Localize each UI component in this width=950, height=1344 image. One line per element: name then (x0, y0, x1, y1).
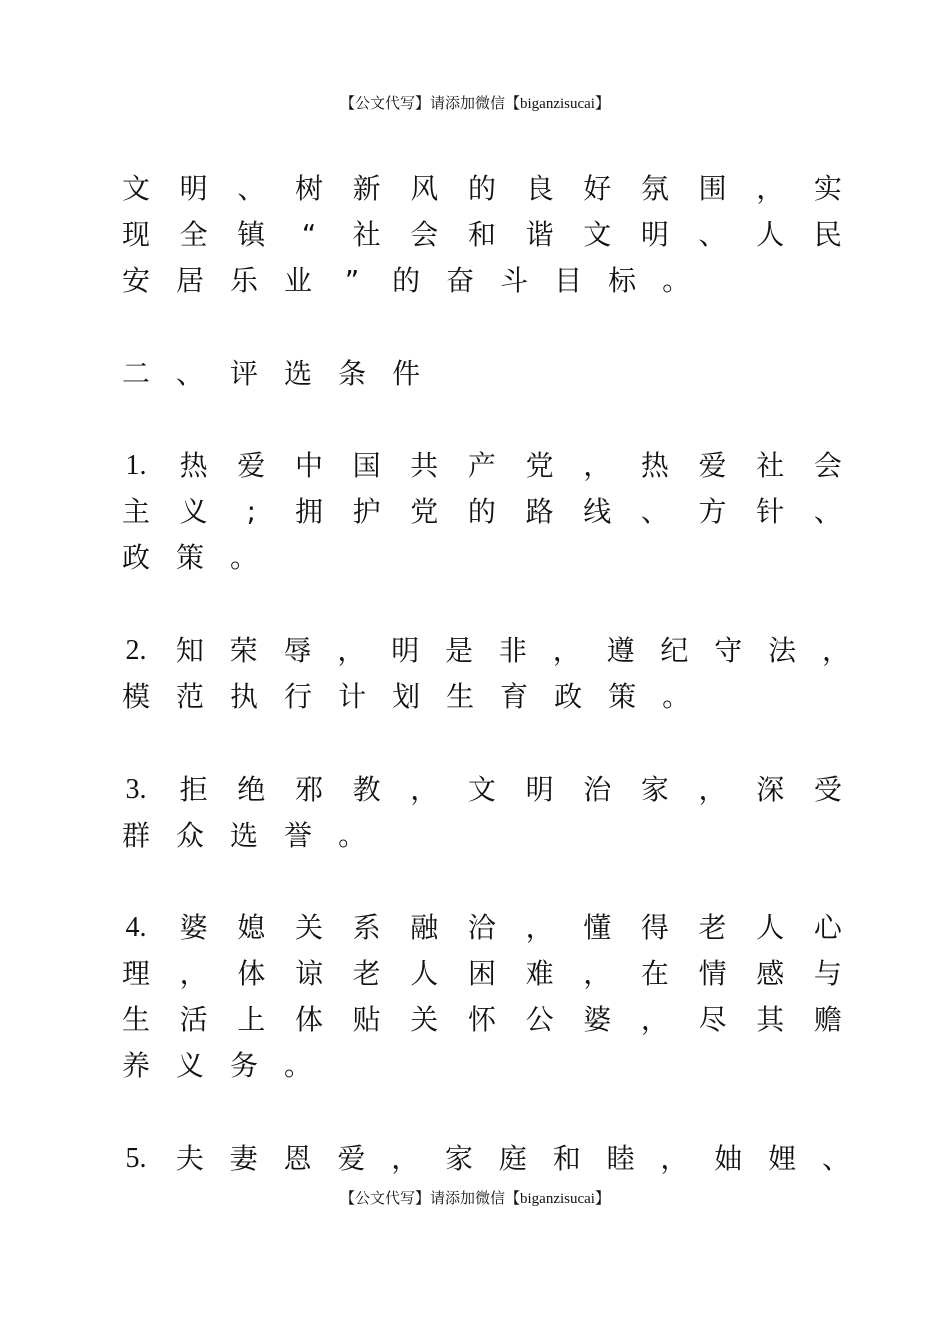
text-line (122, 535, 842, 581)
text-char: 评 (230, 357, 259, 390)
text-char: 的 (467, 495, 496, 528)
text-char: 产 (467, 449, 496, 482)
text-char: 养 (122, 1049, 151, 1082)
text-char: 行 (284, 680, 313, 713)
text-char: 爱 (337, 1142, 366, 1175)
text-char: 民 (813, 218, 842, 251)
paragraph-intro (122, 166, 842, 304)
text-char: 明 (525, 773, 554, 806)
text-char: 守 (714, 634, 743, 667)
text-line (122, 628, 850, 674)
text-char: 娌 (768, 1142, 797, 1175)
text-char: 斗 (500, 264, 529, 297)
text-char: ; (246, 495, 257, 528)
text-char: 恩 (283, 1142, 312, 1175)
text-char: 文 (583, 218, 612, 251)
text-char: 邪 (294, 773, 323, 806)
text-char: ， (337, 634, 366, 667)
text-char: 社 (352, 218, 381, 251)
text-line (122, 489, 842, 535)
text-char: 围 (698, 172, 727, 205)
text-char: ， (391, 1142, 420, 1175)
text-char: 明 (179, 172, 208, 205)
text-char: ， (583, 449, 612, 482)
text-char: 拥 (294, 495, 323, 528)
text-char: ， (821, 634, 850, 667)
text-char: 纪 (660, 634, 689, 667)
text-char: 媳 (237, 911, 266, 944)
text-char: 睦 (606, 1142, 635, 1175)
text-char: 育 (500, 680, 529, 713)
text-char: 奋 (446, 264, 475, 297)
text-char: 模 (122, 680, 151, 713)
text-char: 融 (410, 911, 439, 944)
text-char: 明 (391, 634, 420, 667)
text-char: ， (698, 773, 727, 806)
text-line (122, 813, 842, 859)
text-char: 其 (756, 1003, 785, 1036)
text-char: ， (410, 773, 439, 806)
text-char: 和 (467, 218, 496, 251)
text-char: 社 (756, 449, 785, 482)
text-line (122, 212, 842, 258)
text-line (122, 166, 842, 212)
text-char: 教 (352, 773, 381, 806)
text-char: 妯 (714, 1142, 743, 1175)
text-char: 是 (445, 634, 474, 667)
text-char: 众 (176, 819, 205, 852)
text-char: 、 (821, 1142, 850, 1175)
criterion-4 (122, 905, 842, 1089)
text-char: 安 (122, 264, 151, 297)
text-char: 执 (230, 680, 259, 713)
text-char: 计 (338, 680, 367, 713)
text-char: 氛 (640, 172, 669, 205)
text-char: 好 (583, 172, 612, 205)
text-char: 、 (237, 172, 266, 205)
criterion-3 (122, 767, 842, 859)
text-char: 风 (410, 172, 439, 205)
criterion-2 (122, 628, 850, 720)
text-char: 乐 (230, 264, 259, 297)
text-char: 赡 (813, 1003, 842, 1036)
text-char: ” (344, 264, 360, 297)
text-char: 誉 (284, 819, 313, 852)
text-char: 热 (179, 449, 208, 482)
text-char: 洽 (467, 911, 496, 944)
text-char: 辱 (283, 634, 312, 667)
text-char: 拒 (179, 773, 208, 806)
text-char: 务 (230, 1049, 259, 1082)
text-char: 人 (756, 911, 785, 944)
text-char: 理 (122, 957, 151, 990)
text-char: 家 (640, 773, 669, 806)
page-footer: 【公文代写】请添加微信【biganzisucai】 (340, 1191, 610, 1207)
text-char: 国 (352, 449, 381, 482)
text-char: 上 (237, 1003, 266, 1036)
text-char: 明 (640, 218, 669, 251)
text-char: 深 (756, 773, 785, 806)
text-char: ， (660, 1142, 689, 1175)
text-char: 线 (583, 495, 612, 528)
text-line (122, 767, 842, 813)
text-char: 关 (294, 911, 323, 944)
text-char: 件 (392, 357, 421, 390)
text-char: 目 (554, 264, 583, 297)
text-char: 义 (179, 495, 208, 528)
text-char: 针 (756, 495, 785, 528)
text-char: 体 (237, 957, 266, 990)
text-char: 2. (125, 635, 147, 666)
text-line (122, 258, 842, 304)
text-char: ， (583, 957, 612, 990)
text-line (122, 674, 850, 720)
text-char: 懂 (583, 911, 612, 944)
text-char: 。 (662, 680, 691, 713)
text-line (122, 443, 842, 489)
text-char: 荣 (229, 634, 258, 667)
text-char: 感 (756, 957, 785, 990)
text-char: 受 (813, 773, 842, 806)
text-char: “ (301, 218, 317, 251)
text-char: 爱 (237, 449, 266, 482)
text-char: 的 (392, 264, 421, 297)
section-heading (122, 351, 842, 397)
text-char: 文 (467, 773, 496, 806)
text-char: 方 (698, 495, 727, 528)
text-char: 业 (284, 264, 313, 297)
text-char: 实 (813, 172, 842, 205)
text-char: 居 (176, 264, 205, 297)
text-char: 婆 (179, 911, 208, 944)
text-char: 会 (813, 449, 842, 482)
text-char: 家 (445, 1142, 474, 1175)
text-char: 政 (122, 541, 151, 574)
text-char: 体 (294, 1003, 323, 1036)
text-char: 护 (352, 495, 381, 528)
text-char: 策 (608, 680, 637, 713)
text-char: 新 (352, 172, 381, 205)
text-char: 困 (467, 957, 496, 990)
text-char: ， (552, 634, 581, 667)
text-char: 文 (122, 172, 151, 205)
text-char: 、 (640, 495, 669, 528)
text-char: 、 (698, 218, 727, 251)
text-char: 范 (176, 680, 205, 713)
text-char: 绝 (237, 773, 266, 806)
text-char: 在 (640, 957, 669, 990)
text-char: 婆 (583, 1003, 612, 1036)
text-char: 。 (284, 1049, 313, 1082)
text-char: 会 (410, 218, 439, 251)
text-char: 主 (122, 495, 151, 528)
text-char: ， (756, 172, 785, 205)
text-char: 5. (125, 1143, 147, 1174)
text-char: 人 (756, 218, 785, 251)
criterion-1 (122, 443, 842, 581)
text-char: 妻 (229, 1142, 258, 1175)
text-line (122, 1043, 842, 1089)
text-char: 谐 (525, 218, 554, 251)
heading-line (122, 351, 842, 397)
text-char: 中 (294, 449, 323, 482)
text-char: 情 (698, 957, 727, 990)
text-char: 路 (525, 495, 554, 528)
criterion-5 (122, 1136, 850, 1182)
text-char: 关 (410, 1003, 439, 1036)
text-char: 。 (230, 541, 259, 574)
text-char: 党 (525, 449, 554, 482)
text-char: 生 (446, 680, 475, 713)
text-char: 二 (122, 357, 151, 390)
text-char: 策 (176, 541, 205, 574)
text-char: 共 (410, 449, 439, 482)
text-line (122, 951, 842, 997)
text-char: 人 (410, 957, 439, 990)
text-char: 老 (698, 911, 727, 944)
text-char: 知 (175, 634, 204, 667)
text-line (122, 905, 842, 951)
text-line (122, 1136, 850, 1182)
text-line (122, 997, 842, 1043)
text-char: 遵 (606, 634, 635, 667)
text-char: 活 (179, 1003, 208, 1036)
text-char: 老 (352, 957, 381, 990)
text-char: 系 (352, 911, 381, 944)
text-char: 夫 (175, 1142, 204, 1175)
text-char: 贴 (352, 1003, 381, 1036)
text-char: 义 (176, 1049, 205, 1082)
text-char: 庭 (498, 1142, 527, 1175)
text-char: 尽 (698, 1003, 727, 1036)
page-header: 【公文代写】请添加微信【biganzisucai】 (340, 96, 610, 112)
text-char: 公 (525, 1003, 554, 1036)
text-char: 4. (125, 912, 147, 943)
text-char: 划 (392, 680, 421, 713)
text-char: 。 (662, 264, 691, 297)
text-char: 难 (525, 957, 554, 990)
text-char: 怀 (467, 1003, 496, 1036)
text-char: 条 (338, 357, 367, 390)
text-char: 全 (179, 218, 208, 251)
text-char: 谅 (294, 957, 323, 990)
text-char: 标 (608, 264, 637, 297)
text-char: 。 (338, 819, 367, 852)
text-char: 和 (552, 1142, 581, 1175)
text-char: 心 (813, 911, 842, 944)
text-char: 、 (813, 495, 842, 528)
text-char: 的 (467, 172, 496, 205)
text-char: 政 (554, 680, 583, 713)
text-char: 爱 (698, 449, 727, 482)
text-char: 热 (640, 449, 669, 482)
text-char: 3. (125, 774, 147, 805)
text-char: 树 (294, 172, 323, 205)
text-char: 法 (768, 634, 797, 667)
text-char: 群 (122, 819, 151, 852)
text-char: 生 (122, 1003, 151, 1036)
text-char: 得 (640, 911, 669, 944)
text-char: 党 (410, 495, 439, 528)
text-char: 1. (125, 450, 147, 481)
text-char: 现 (122, 218, 151, 251)
text-char: 选 (284, 357, 313, 390)
text-char: 良 (525, 172, 554, 205)
text-char: 与 (813, 957, 842, 990)
text-char: 选 (230, 819, 259, 852)
text-char: ， (525, 911, 554, 944)
text-char: ， (179, 957, 208, 990)
text-char: ， (640, 1003, 669, 1036)
text-char: 、 (176, 357, 205, 390)
text-char: 镇 (237, 218, 266, 251)
text-char: 治 (583, 773, 612, 806)
text-char: 非 (498, 634, 527, 667)
